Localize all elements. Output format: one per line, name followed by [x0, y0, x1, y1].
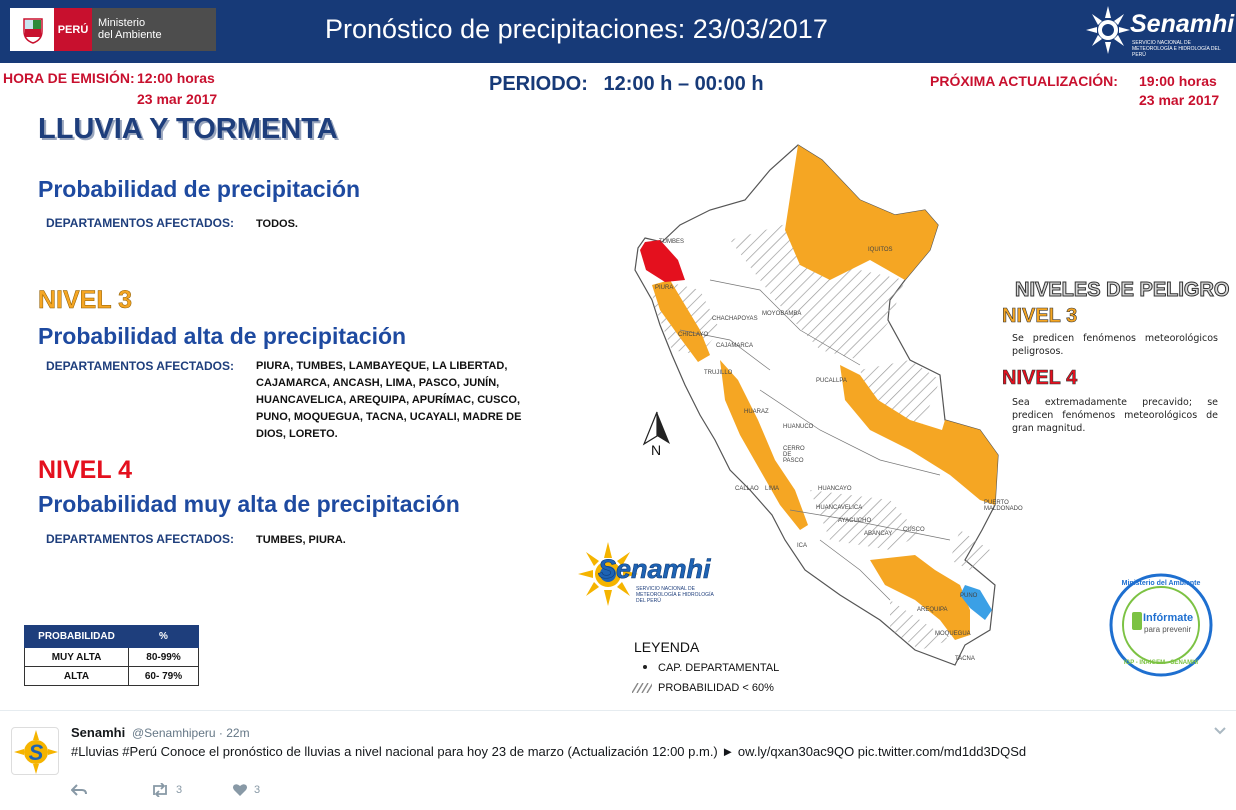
emission-time: 12:00 horas	[137, 70, 215, 86]
brand-name: Senamhi	[1130, 10, 1235, 38]
nivel4-heading: Probabilidad muy alta de precipitación	[38, 491, 460, 517]
badge-bottom-text: IGP - INAIGEM - SENAMHI	[1123, 660, 1199, 666]
city-label: MOYOBAMBA	[762, 311, 802, 317]
nivel3-dep-line: PUNO, MOQUEGUA, TACNA, UCAYALI, MADRE DE	[256, 411, 522, 423]
next-update-label: PRÓXIMA ACTUALIZACIÓN:	[930, 73, 1118, 89]
section-title: LLUVIA Y TORMENTA	[38, 113, 338, 145]
city-label: PUERTO MALDONADO	[984, 500, 1023, 512]
retweet-icon	[150, 783, 170, 797]
coat-of-arms-icon	[16, 13, 50, 47]
nivel3-dep-line: HUANCAVELICA, AREQUIPA, APURÍMAC, CUSCO,	[256, 394, 521, 406]
city-label: AREQUIPA	[917, 607, 948, 613]
reply-icon	[71, 783, 87, 797]
retweet-button[interactable]	[150, 780, 182, 800]
north-label: N	[651, 442, 662, 458]
general-dep-value: TODOS.	[256, 218, 298, 230]
city-label: HUANCAYO	[818, 486, 852, 492]
nivel4-dep-label: DEPARTAMENTOS AFECTADOS:	[46, 532, 234, 546]
nivel3-dep-line: CAJAMARCA, ANCASH, LIMA, PASCO, JUNÍN,	[256, 377, 500, 389]
nivel3-heading: Probabilidad alta de precipitación	[38, 323, 407, 349]
minam-badge	[1108, 572, 1214, 678]
city-label: ICA	[797, 543, 808, 549]
page-title: Pronóstico de precipitaciones: 23/03/2017	[325, 14, 828, 44]
table-cell: 80-99%	[129, 648, 199, 667]
city-label: TUMBES	[659, 239, 685, 245]
danger-levels-title: NIVELES DE PELIGRO	[1015, 279, 1230, 301]
emission-date: 23 mar 2017	[137, 91, 218, 107]
danger-nivel3-label: NIVEL 3	[1002, 305, 1078, 327]
nivel3-dep-line: DIOS, LORETO.	[256, 428, 338, 440]
nivel3-dep-list	[256, 358, 548, 443]
city-label: AYACUCHO	[838, 518, 872, 524]
header-banner	[0, 0, 1236, 63]
period-label: PERIODO:	[489, 73, 588, 95]
like-button[interactable]	[232, 780, 260, 800]
table-header-cell: %	[129, 626, 199, 648]
nivel4-label: NIVEL 4	[38, 456, 133, 484]
table-header-cell: PROBABILIDAD	[25, 626, 129, 648]
general-heading: Probabilidad de precipitación	[38, 176, 361, 202]
nivel3-label: NIVEL 3	[38, 286, 133, 314]
city-label: HUANCAVELICA	[816, 505, 863, 511]
legend-probability: PROBABILIDAD < 60%	[658, 682, 774, 694]
chevron-down-icon[interactable]	[1212, 724, 1228, 738]
city-label: CHICLAYO	[678, 332, 709, 338]
city-label: TRUJILLO	[704, 370, 733, 376]
brand-subtitle: SERVICIO NACIONAL DE METEOROLOGÍA E HIDROLOGÍA DEL PERÚ	[1132, 40, 1221, 58]
gov-ministry-label	[92, 8, 216, 51]
tweet-divider	[0, 710, 1236, 711]
probability-table	[24, 625, 199, 686]
city-label: PUNO	[960, 593, 978, 599]
senamhi-brand-text: Senamhi	[598, 554, 711, 584]
senamhi-logo-header	[1086, 2, 1235, 60]
city-label: CUSCO	[903, 527, 925, 533]
city-label: LIMA	[765, 486, 780, 492]
city-label: CERRO DE PASCO	[783, 446, 805, 464]
reply-button[interactable]	[71, 780, 87, 800]
senamhi-logo-map	[578, 540, 728, 610]
city-label: HUANUCO	[783, 424, 814, 430]
hatch-swatch-icon	[632, 683, 652, 693]
gov-ministry-line2: del Ambiente	[98, 29, 162, 41]
table-cell: MUY ALTA	[25, 648, 129, 667]
sun-logo-icon	[1086, 2, 1132, 60]
nivel4-dep-value: TUMBES, PIURA.	[256, 534, 346, 546]
legend-title: LEYENDA	[634, 639, 700, 655]
north-arrow	[640, 410, 674, 462]
table-row	[25, 667, 199, 686]
danger-nivel3-text: Se predicen fenómenos meteorológicos peligrosos.	[1012, 333, 1218, 357]
city-label: CHACHAPOYAS	[712, 316, 758, 322]
government-logo	[10, 8, 216, 51]
city-label: ABANCAY	[864, 531, 893, 537]
badge-main-text: Infórmate	[1143, 612, 1194, 624]
table-header-row	[25, 626, 199, 648]
senamhi-brand-sub: SERVICIO NACIONAL DE METEOROLOGÍA E HIDROLOGÍA DEL PERÚ	[636, 586, 714, 604]
tweet-author-name[interactable]: Senamhi	[71, 725, 126, 740]
nivel3-area	[785, 145, 938, 280]
danger-nivel4-text: Sea extremadamente precavido; se predicen fenómenos meteorológicos de gran magnitud.	[1012, 397, 1218, 434]
gov-country-label: PERÚ	[54, 8, 92, 51]
svg-text:S: S	[28, 740, 44, 765]
next-update-time: 19:00 horas	[1139, 73, 1217, 89]
retweet-count: 3	[176, 784, 183, 796]
period-display	[489, 73, 764, 96]
like-count: 3	[254, 784, 261, 796]
nivel3-dep-label: DEPARTAMENTOS AFECTADOS:	[46, 359, 234, 373]
gov-ministry-line1: Ministerio	[98, 17, 146, 29]
city-label: PUCALLPA	[816, 378, 847, 384]
legend-capital: CAP. DEPARTAMENTAL	[658, 662, 780, 674]
emission-label: HORA DE EMISIÓN:	[3, 70, 135, 86]
next-update-date: 23 mar 2017	[1139, 92, 1220, 108]
city-label: HUARAZ	[744, 409, 769, 415]
nivel3-dep-line: PIURA, TUMBES, LAMBAYEQUE, LA LIBERTAD,	[256, 360, 508, 372]
badge-top-text: Ministerio del Ambiente	[1121, 580, 1201, 587]
table-cell: ALTA	[25, 667, 129, 686]
city-label: CAJAMARCA	[716, 343, 754, 349]
senamhi-avatar-icon	[12, 728, 59, 775]
period-value: 12:00 h – 00:00 h	[603, 73, 764, 95]
city-label: MOQUEGUA	[935, 631, 971, 637]
danger-nivel4-label: NIVEL 4	[1002, 367, 1078, 389]
city-label: PIURA	[655, 285, 674, 291]
city-label: TACNA	[955, 656, 975, 662]
tweet-author-handle[interactable]: @Senamhiperu · 22m	[132, 726, 250, 740]
badge-sub-text: para prevenir	[1144, 625, 1192, 634]
capital-dot-icon	[643, 665, 647, 669]
table-cell: 60- 79%	[129, 667, 199, 686]
city-label: CALLAO	[735, 486, 759, 492]
city-label: IQUITOS	[868, 247, 893, 253]
table-row	[25, 648, 199, 667]
avatar[interactable]	[11, 727, 59, 775]
general-dep-label: DEPARTAMENTOS AFECTADOS:	[46, 216, 234, 230]
tweet-text: #Lluvias #Perú Conoce el pronóstico de lluvias a nivel nacional para hoy 23 de marzo (Actualización 12:00 p.m.) ► ow.ly/qxan30ac9QO pic.twitter.com/md1dd3DQSd	[71, 744, 1027, 759]
heart-icon	[232, 783, 248, 797]
